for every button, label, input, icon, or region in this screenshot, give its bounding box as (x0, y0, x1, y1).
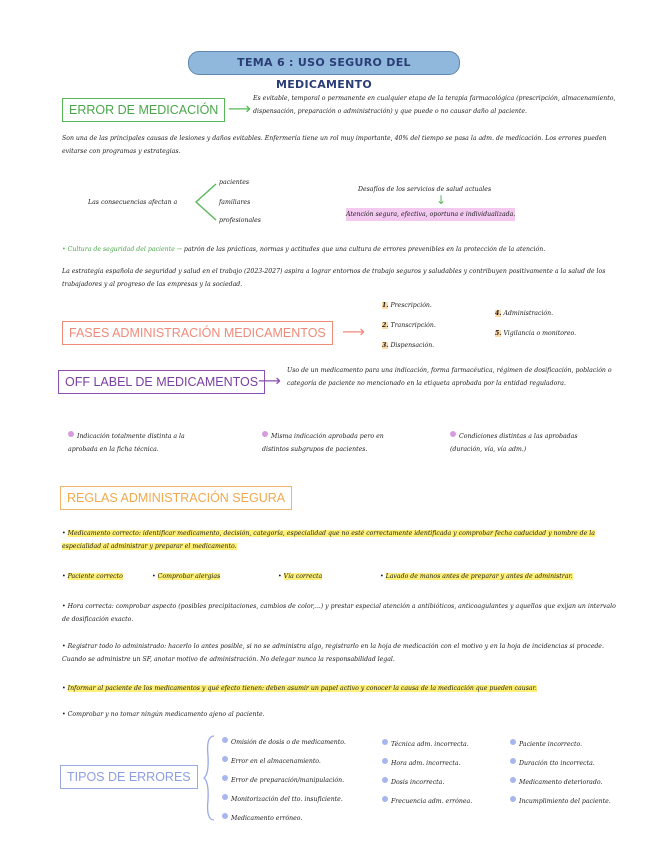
tipos-col3: Paciente incorrecto. Duración tto incorrecta. Medicamento deteriorado. Incumplimiento del paciente. (510, 738, 630, 814)
regla-paciente: • Paciente correcto (62, 573, 123, 580)
fase-text: Prescripción. (390, 302, 432, 309)
fase-text: Dispensación. (390, 342, 435, 349)
off-label-box: OFF LABEL DE MEDICAMENTOS (58, 370, 265, 394)
fase-number: 3. (382, 342, 389, 349)
bullet-icon (222, 813, 228, 819)
right-arrow-icon: ⟶ (228, 99, 251, 118)
off-label-point: Misma indicación aprobada pero en distintos subgrupos de pacientes. (262, 433, 384, 453)
regla-hora: • Hora correcta: comprobar aspecto (posibles precipitaciones, cambios de color,...) y prestar especial atención a antibióticos, anticoagulantes y aquellos que exijan un intervalo de dosificación exacto. (62, 603, 616, 623)
error-medicacion-line2: Son una de las principales causas de lesiones y daños evitables. Enfermería tiene un rol muy importante, 40% del tiempo se pasa la adm. de medicación. Los errores pueden evitarse con programas y estrategias. (62, 135, 607, 155)
reglas-box: REGLAS ADMINISTRACIÓN SEGURA (60, 486, 292, 510)
error-medicacion-line1: Es evitable, temporal o permanente en cualquier etapa de la terapia farmacológica (prescripción, almacenamiento, dispensación, preparación o administración) y que puede o no causar daño al paciente. (253, 95, 616, 115)
brace-icon (202, 734, 216, 822)
bullet-icon (510, 739, 516, 745)
consecuencias-item: pacientes (219, 179, 250, 186)
tipos-col1: Omisión de dosis o de medicamento. Error en el almacenamiento. Error de preparación/manipulación. Monitorización del tto. insuficiente. Medicamento erróneo. (222, 736, 372, 831)
bullet-icon (382, 739, 388, 745)
fase-number: 2. (382, 322, 389, 329)
fase-text: Transcripción. (390, 322, 436, 329)
consecuencias-item: familiares (219, 199, 251, 206)
fase-number: 5. (495, 330, 502, 337)
off-label-point: Indicación totalmente distinta a la aprobada en la ficha técnica. (68, 433, 185, 453)
off-label-point: Condiciones distintas a las aprobadas (duración, vía, vía adm.) (450, 433, 578, 453)
desafios-label: Desafíos de los servicios de salud actuales (358, 186, 492, 193)
down-arrow-icon: ↓ (436, 193, 447, 207)
error-medicacion-box: ERROR DE MEDICACIÓN (62, 98, 225, 122)
regla-comprobar: • Comprobar y no tomar ningún medicamento ajeno al paciente. (62, 711, 265, 718)
bullet-icon (222, 794, 228, 800)
right-arrow-icon: → (176, 246, 182, 253)
fases-col1 (382, 299, 436, 352)
off-label-text: Uso de un medicamento para una indicación, forma farmacéutica, régimen de dosificación, población o categoría de paciente no mencionado en la etiqueta aprobada por la entidad reguladora. (287, 367, 612, 387)
regla-via: • Vía correcta (278, 573, 323, 580)
bullet-icon (68, 431, 74, 437)
bullet-icon (450, 431, 456, 437)
fases-col2 (495, 307, 576, 340)
consecuencias-label: Las consecuencias afectan a (88, 199, 178, 206)
cultura-text2: La estrategia española de seguridad y salud en el trabajo (2023-2027) aspira a lograr entornos de trabajo seguros y saludables y contribuyen positivamente a la salud de los trabajadores y al progreso de las empresas y la sociedad. (62, 268, 606, 288)
bullet-icon (222, 737, 228, 743)
consecuencias-item: profesionales (219, 217, 261, 224)
bracket-icon (192, 180, 218, 224)
bullet-icon (262, 431, 268, 437)
tipos-col2: Técnica adm. incorrecta. Hora adm. incorrecta. Dosis incorrecta. Frecuencia adm. errónea. (382, 738, 502, 814)
fase-number: 1. (382, 302, 389, 309)
fase-text: Vigilancia o monitoreo. (503, 330, 577, 337)
right-arrow-icon: ⟶ (258, 371, 281, 390)
regla-medicamento: • Medicamento correcto: identificar medicamento, decisión, categoría, especialidad que no esté correctamente identificada y comprobar fecha caducidad y nombre de la especialidad al administrar y preparar el medicamento. (62, 530, 595, 550)
bullet-icon (510, 796, 516, 802)
bullet-icon (222, 756, 228, 762)
tipos-box: TIPOS DE ERRORES (60, 765, 198, 789)
desafios-result: Atención segura, efectiva, oportuna e individualizada. (346, 208, 515, 221)
cultura-bullet-icon: • (62, 246, 66, 253)
fases-box: FASES ADMINISTRACIÓN MEDICAMENTOS (62, 321, 333, 345)
bullet-icon (510, 777, 516, 783)
bullet-icon (222, 775, 228, 781)
cultura-lead: Cultura de seguridad del paciente (67, 246, 175, 253)
page-title: TEMA 6 : USO SEGURO DEL MEDICAMENTO (188, 51, 460, 75)
right-arrow-icon: ⟶ (342, 322, 365, 341)
cultura-text1: patrón de las prácticas, normas y actitudes que una cultura de errores prevenibles en la protección de la atención. (183, 246, 546, 253)
fase-text: Administración. (503, 310, 554, 317)
regla-registrar: • Registrar todo lo administrado: hacerlo lo antes posible, si no se administra algo, registrarlo en la hoja de medicación con el motivo y en la hoja de incidencias si procede. Cuando se administre un SF, anotar motivo de administración. No delegar nunca la responsabilidad legal. (62, 643, 604, 663)
bullet-icon (510, 758, 516, 764)
fase-number: 4. (495, 310, 502, 317)
regla-alergias: • Comprobar alergias (152, 573, 221, 580)
bullet-icon (382, 758, 388, 764)
regla-informar: • Informar al paciente de los medicamentos y qué efecto tienen: deben asumir un papel activo y conocer la causa de la medicación que pueden causar. (62, 685, 537, 692)
cultura-block (62, 243, 622, 256)
bullet-icon (382, 777, 388, 783)
bullet-icon (382, 796, 388, 802)
regla-lavado: • Lavado de manos antes de preparar y antes de administrar. (380, 573, 573, 580)
